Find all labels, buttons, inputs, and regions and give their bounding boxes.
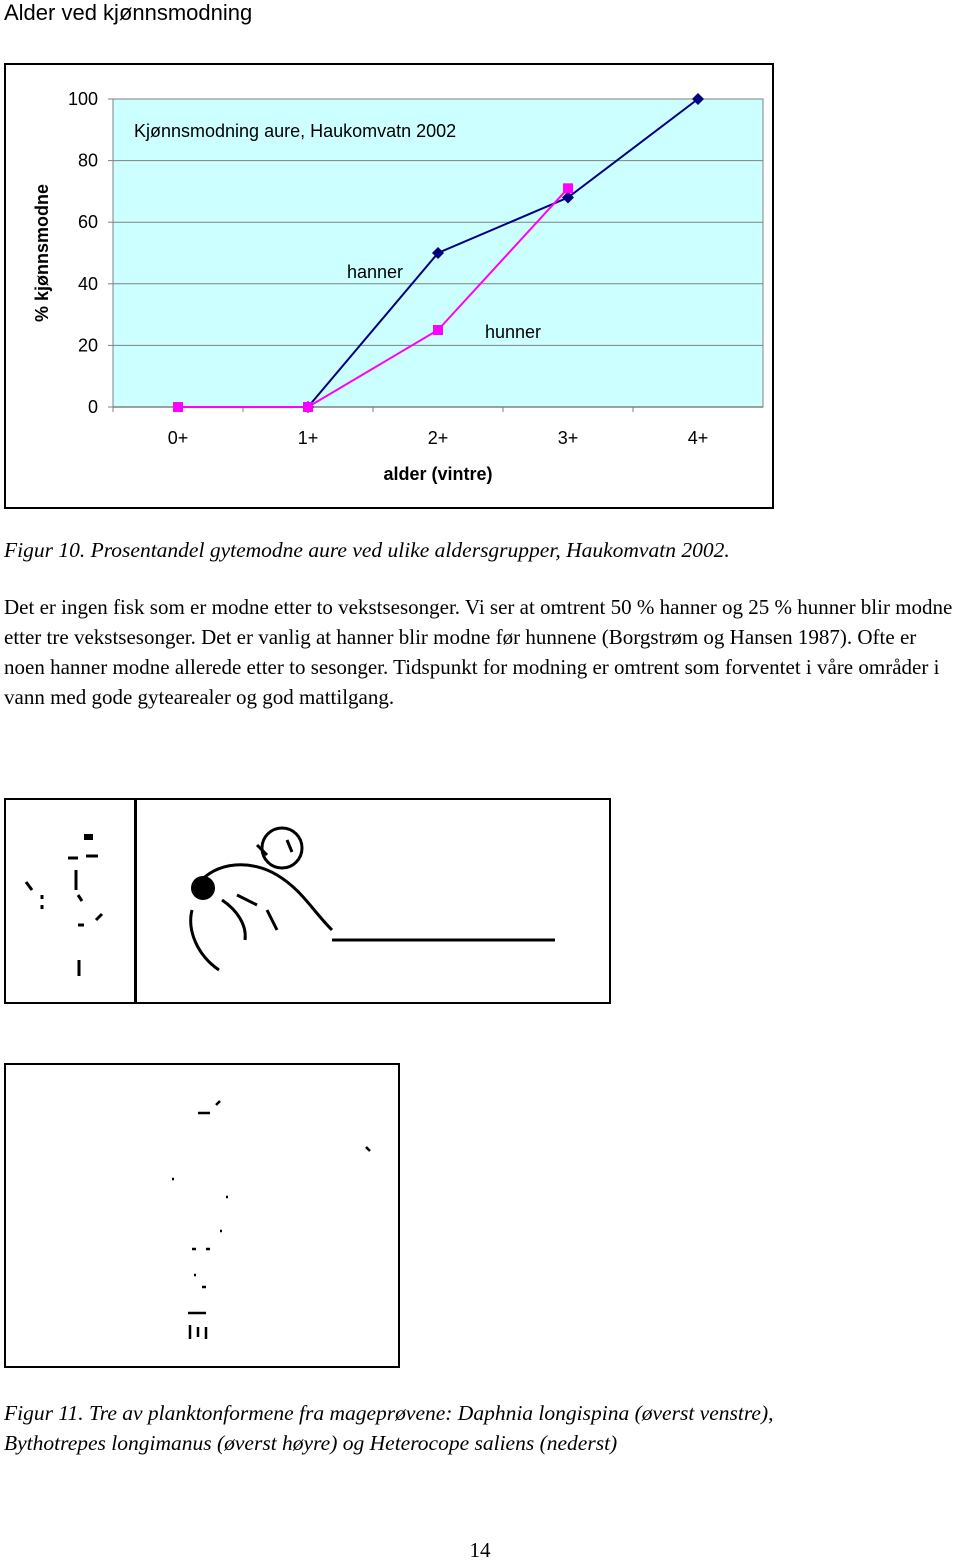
daphnia-drawing [6, 800, 134, 1002]
y-axis-label: % kjønnsmodne [32, 183, 52, 323]
heterocope-image [4, 1063, 400, 1368]
bythotrephes-drawing [137, 800, 609, 1002]
chart-title: Kjønnsmodning aure, Haukomvatn 2002 [134, 121, 457, 141]
y-tick-label: 40 [77, 273, 98, 294]
series-label-hanner: hanner [347, 262, 404, 282]
x-axis-label: alder (vintre) [383, 464, 493, 484]
chart-svg [6, 65, 776, 511]
body-paragraph: Det er ingen fisk som er modne etter to vekstsesonger. Vi ser at omtrent 50 % hanner og 25 % hunner blir modne etter tre vekstsesonger. Det er vanlig at hanner blir modne før hunnene (Borgstrøm og Hansen 1987). Ofte er noen hanner modne allerede etter to sesonger. Tidspunkt for modning er omtrent som forventet i våre områder i vann med gode gytearealer og god mattilgang. [4, 595, 953, 709]
y-tick-label: 0 [87, 397, 98, 417]
section-heading: Alder ved kjønnsmodning [4, 0, 253, 25]
y-tick-label: 20 [77, 335, 98, 356]
x-tick-label: 0+ [167, 428, 189, 448]
bythotrephes-image [135, 798, 611, 1004]
data-point-hunner [173, 402, 183, 412]
x-tick-label: 3+ [557, 428, 579, 448]
y-tick-label: 60 [77, 212, 98, 233]
maturity-chart [4, 63, 774, 509]
data-point-hunner [433, 325, 443, 335]
y-tick-label: 80 [77, 150, 98, 171]
figure-11-caption-line2: Bythotrepes longimanus (øverst høyre) og Heterocope saliens (nederst) [4, 1431, 618, 1455]
y-tick-label: 100 [67, 89, 98, 109]
data-point-hunner [303, 402, 313, 412]
heterocope-drawing [6, 1065, 398, 1366]
figure-11-caption-line1: Figur 11. Tre av planktonformene fra mageprøvene: Daphnia longispina (øverst venstre), [4, 1401, 774, 1425]
x-tick-label: 4+ [687, 428, 709, 448]
figure-10-caption: Figur 10. Prosentandel gytemodne aure ved ulike aldersgrupper, Haukomvatn 2002. [4, 538, 730, 562]
x-tick-label: 2+ [427, 428, 449, 448]
x-tick-label: 1+ [297, 428, 319, 448]
data-point-hunner [563, 183, 573, 193]
daphnia-image [4, 798, 136, 1004]
page-number: 14 [469, 1538, 491, 1562]
series-label-hunner: hunner [485, 322, 542, 342]
